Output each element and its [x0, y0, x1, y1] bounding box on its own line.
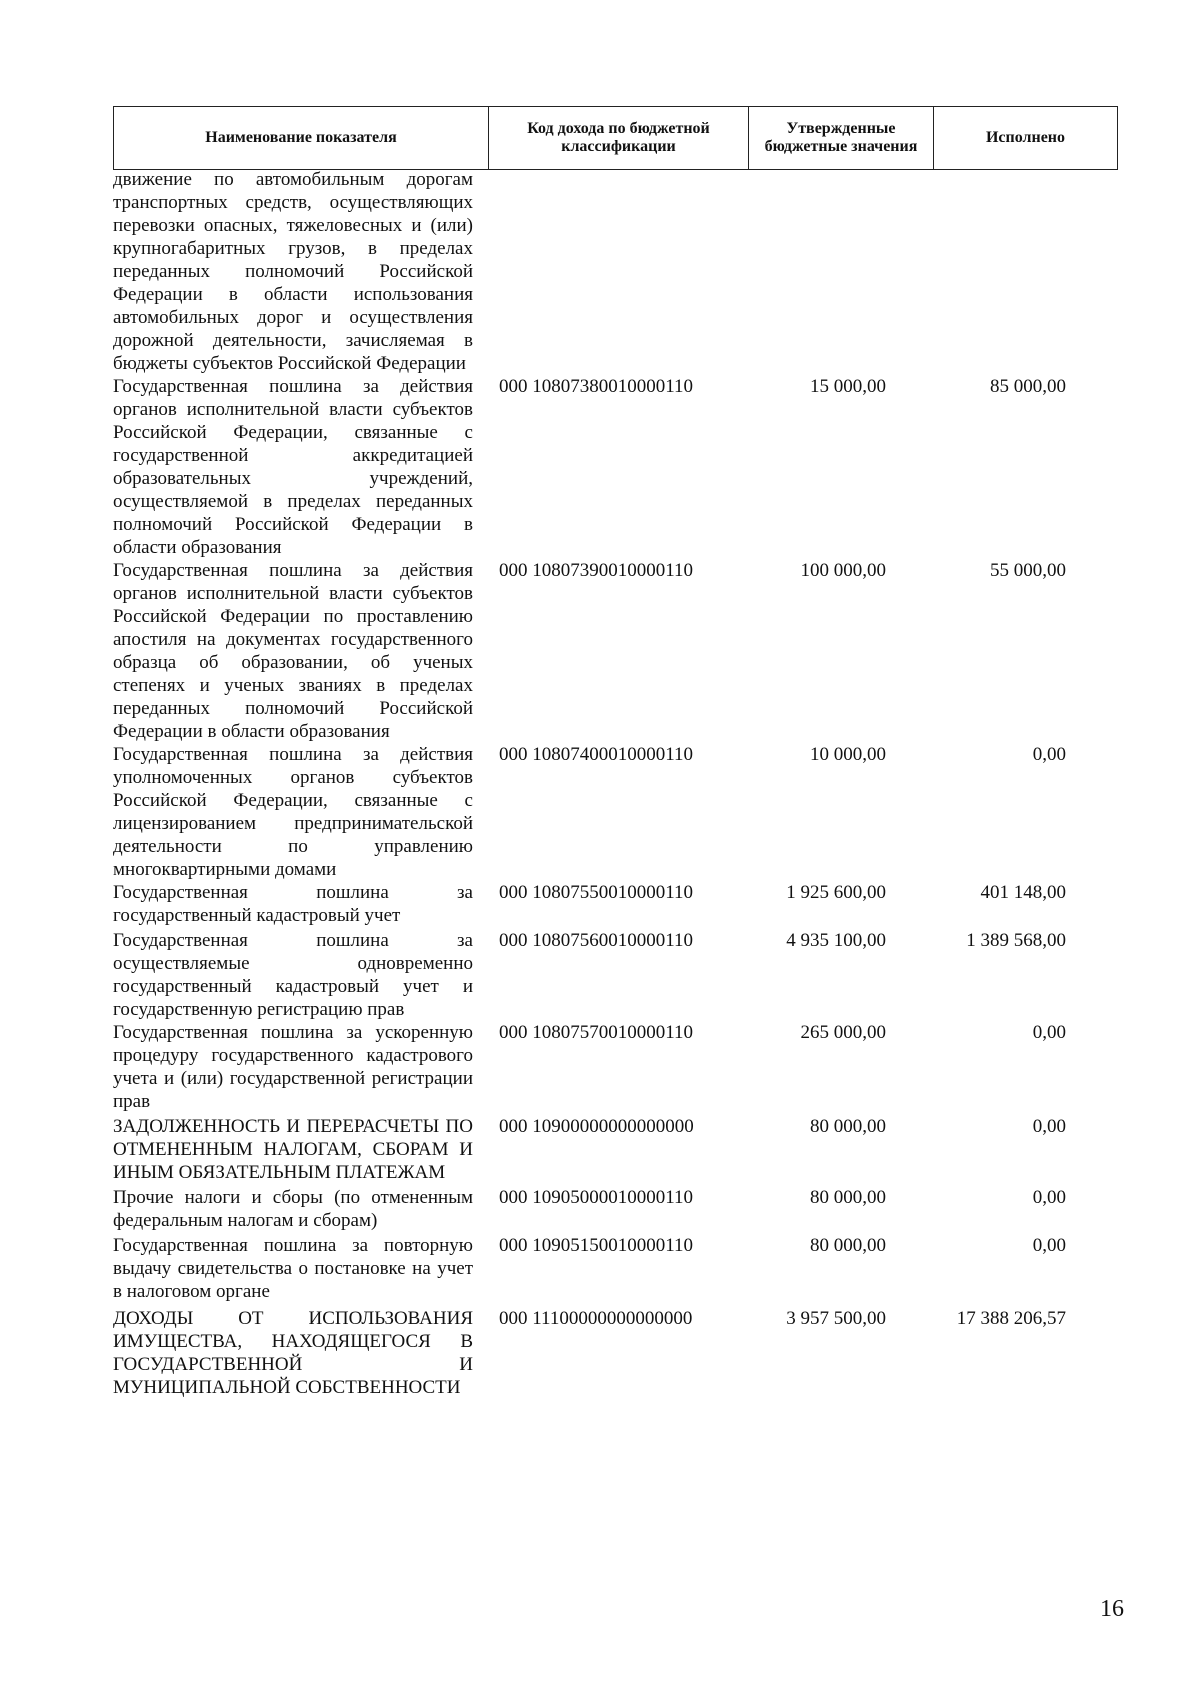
page-number: 16 — [1100, 1596, 1124, 1622]
row-approved: 10 000,00 — [810, 744, 886, 765]
header-code: Код дохода по бюджетной классификации — [489, 107, 749, 170]
row-executed: 55 000,00 — [990, 560, 1066, 581]
table-row — [113, 559, 1117, 743]
table-row — [113, 1115, 1117, 1184]
row-approved: 80 000,00 — [810, 1116, 886, 1137]
row-code: 000 10807380010000110 — [499, 376, 694, 397]
row-code: 000 10807400010000110 — [499, 744, 694, 765]
row-executed: 0,00 — [1032, 744, 1066, 765]
row-code: 000 11100000000000000 — [499, 1308, 693, 1329]
row-executed: 1 389 568,00 — [966, 930, 1066, 951]
table-row — [113, 1186, 1117, 1232]
table-row — [113, 1307, 1117, 1399]
table-row — [113, 929, 1117, 1021]
row-name: ДОХОДЫ ОТ ИСПОЛЬЗОВАНИЯ ИМУЩЕСТВА, НАХОДЯЩЕГОСЯ В ГОСУДАРСТВЕННОЙ И МУНИЦИПАЛЬНОЙ СОБСТВЕННОСТИ — [113, 1308, 473, 1398]
row-executed: 0,00 — [1032, 1187, 1066, 1208]
row-executed: 85 000,00 — [990, 376, 1066, 397]
row-executed: 401 148,00 — [980, 882, 1066, 903]
row-code: 000 10807390010000110 — [499, 560, 694, 581]
table-row — [113, 881, 1117, 927]
row-code: 000 10807570010000110 — [499, 1022, 694, 1043]
row-code: 000 10807550010000110 — [499, 882, 694, 903]
row-approved: 15 000,00 — [810, 376, 886, 397]
row-executed: 0,00 — [1032, 1022, 1066, 1043]
row-approved: 80 000,00 — [810, 1235, 886, 1256]
row-name: Прочие налоги и сборы (по отмененным федеральным налогам и сборам) — [113, 1187, 473, 1231]
row-approved: 265 000,00 — [800, 1022, 886, 1043]
header-executed: Исполнено — [934, 107, 1118, 170]
row-executed: 17 388 206,57 — [956, 1308, 1066, 1329]
row-executed: 0,00 — [1032, 1235, 1066, 1256]
row-name: Государственная пошлина за государственный кадастровый учет — [113, 882, 473, 926]
row-name: Государственная пошлина за действия уполномоченных органов субъектов Российской Федерации, связанные с лицензированием предпринимательской деятельности по управлению многоквартирными домами — [113, 744, 473, 880]
row-name: Государственная пошлина за ускоренную процедуру государственного кадастрового учета и (или) государственной регистрации прав — [113, 1022, 473, 1112]
row-name: Государственная пошлина за повторную выдачу свидетельства о постановке на учет в налоговом органе — [113, 1235, 473, 1302]
table-row — [113, 375, 1117, 559]
row-name: движение по автомобильным дорогам транспортных средств, осуществляющих перевозки опасных, тяжеловесных и (или) крупногабаритных грузов, в пределах переданных полномочий Российской Федерации в области использования автомобильных дорог и осуществления дорожной деятельности, зачисляемая в бюджеты субъектов Российской Федерации — [113, 169, 473, 374]
row-name: Государственная пошлина за действия органов исполнительной власти субъектов Российской Федерации по проставлению апостиля на документах государственного образца об образовании, об ученых степенях и ученых званиях в пределах переданных полномочий Российской Федерации в области образования — [113, 560, 473, 742]
header-approved: Утвержденные бюджетные значения — [749, 107, 934, 170]
table-row — [113, 743, 1117, 881]
row-approved: 4 935 100,00 — [786, 930, 886, 951]
row-code: 000 10807560010000110 — [499, 930, 694, 951]
row-code: 000 10900000000000000 — [499, 1116, 694, 1137]
row-approved: 100 000,00 — [800, 560, 886, 581]
row-name: ЗАДОЛЖЕННОСТЬ И ПЕРЕРАСЧЕТЫ ПО ОТМЕНЕННЫМ НАЛОГАМ, СБОРАМ И ИНЫМ ОБЯЗАТЕЛЬНЫМ ПЛАТЕЖАМ — [113, 1116, 473, 1183]
row-executed: 0,00 — [1032, 1116, 1066, 1137]
table-row — [113, 1021, 1117, 1113]
row-code: 000 10905150010000110 — [499, 1235, 694, 1256]
row-approved: 1 925 600,00 — [786, 882, 886, 903]
table-header — [113, 106, 1118, 170]
row-approved: 80 000,00 — [810, 1187, 886, 1208]
row-name: Государственная пошлина за действия органов исполнительной власти субъектов Российской Федерации, связанные с государственной аккредитацией образовательных учреждений, осуществляемой в пределах переданных полномочий Российской Федерации в области образования — [113, 376, 473, 558]
row-code: 000 10905000010000110 — [499, 1187, 694, 1208]
header-name: Наименование показателя — [114, 107, 489, 170]
table-row — [113, 1234, 1117, 1303]
table-body — [113, 168, 1117, 1399]
row-approved: 3 957 500,00 — [786, 1308, 886, 1329]
table-row — [113, 168, 1117, 375]
row-name: Государственная пошлина за осуществляемые одновременно государственный кадастровый учет и государственную регистрацию прав — [113, 930, 473, 1020]
